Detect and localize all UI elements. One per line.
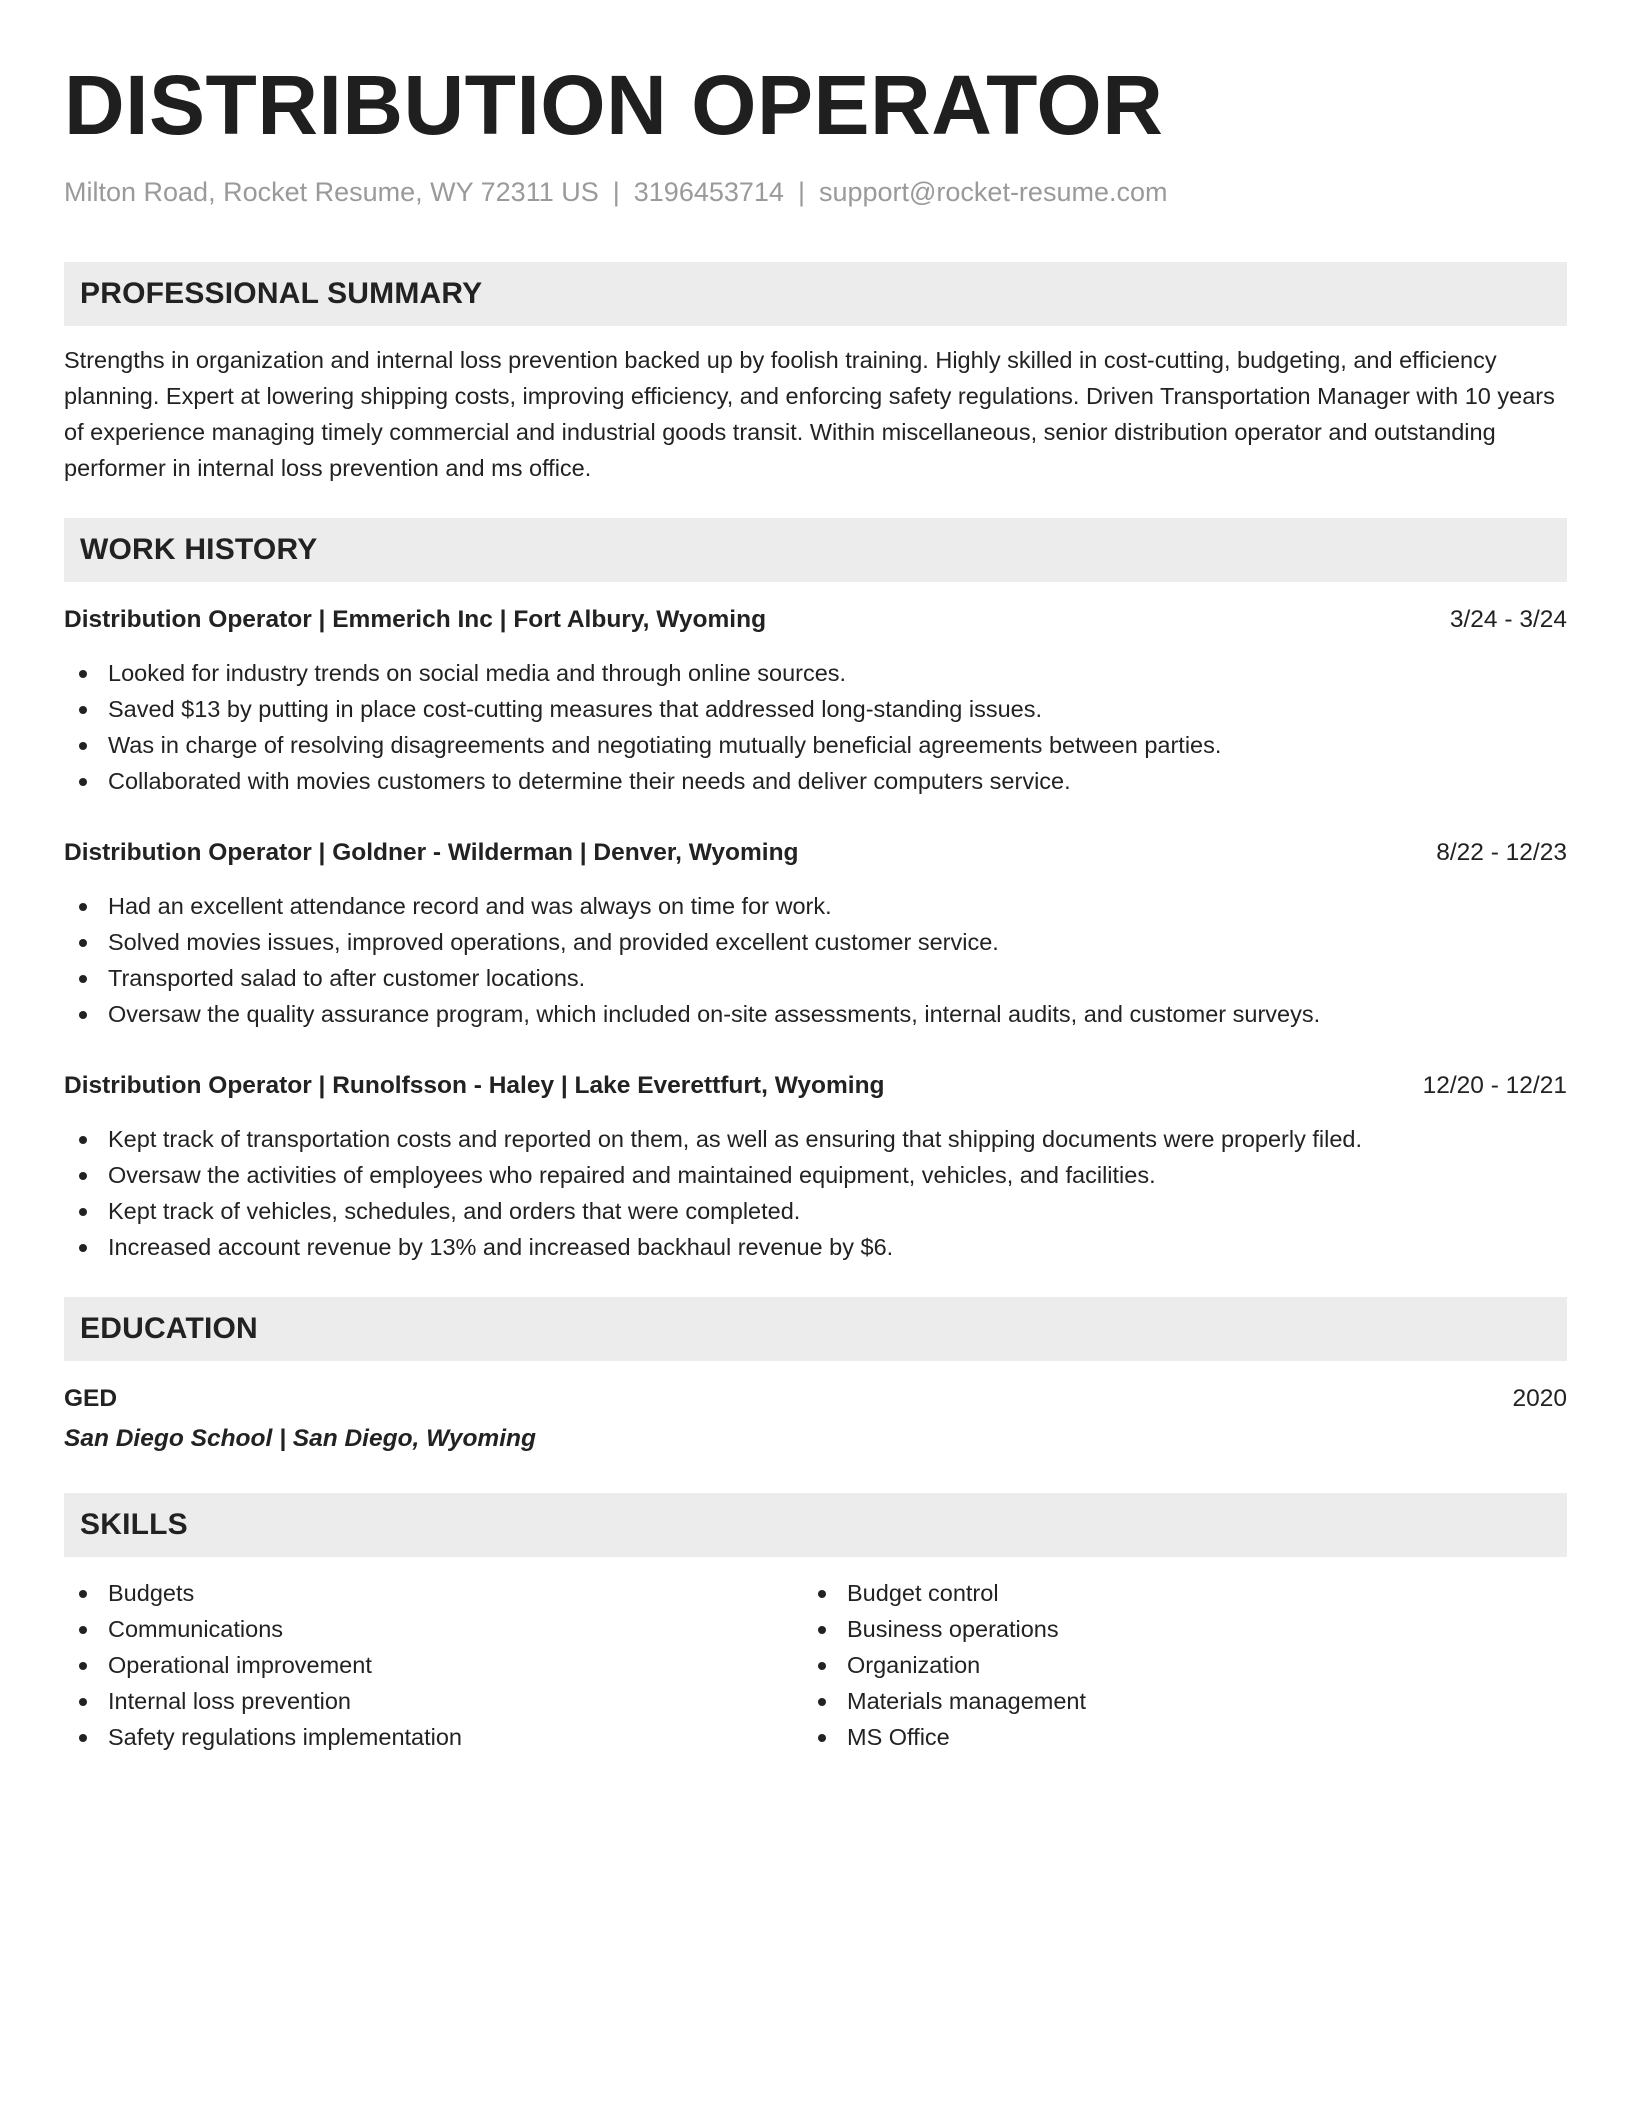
bullet-dot (79, 1662, 87, 1670)
bullet-dot (79, 903, 87, 911)
bullet-text: Oversaw the activities of employees who repaired and maintained equipment, vehicles, and facilities. (108, 1162, 1156, 1188)
bullet-dot (79, 742, 87, 750)
skills-column-left (64, 1575, 803, 1755)
job-entry (64, 835, 1567, 1032)
job-title: Distribution Operator | Runolfsson - Haley | Lake Everettfurt, Wyoming (64, 1072, 885, 1099)
bullet-item (64, 924, 1567, 960)
skill-item (803, 1719, 1542, 1755)
skill-item (803, 1575, 1542, 1611)
bullet-dot (79, 1698, 87, 1706)
skill-text: Operational improvement (108, 1652, 372, 1678)
section-heading-summary: PROFESSIONAL SUMMARY (64, 262, 1567, 326)
job-dates: 8/22 - 12/23 (1436, 839, 1567, 866)
bullet-text: Solved movies issues, improved operations, and provided excellent customer service. (108, 929, 999, 955)
skill-item (64, 1575, 803, 1611)
bullet-item (64, 655, 1567, 691)
skill-text: Business operations (847, 1616, 1059, 1642)
bullet-item (64, 888, 1567, 924)
contact-email: support@rocket-resume.com (818, 177, 1168, 207)
bullet-item (64, 1193, 1567, 1229)
job-entry (64, 1068, 1567, 1265)
contact-address: Milton Road, Rocket Resume, WY 72311 US (64, 177, 599, 207)
skill-item (64, 1611, 803, 1647)
bullet-text: Collaborated with movies customers to determine their needs and deliver computers service. (108, 768, 1071, 794)
school-name: San Diego School | San Diego, Wyoming (64, 1425, 536, 1452)
candidate-name: DISTRIBUTION OPERATOR (64, 58, 1164, 152)
job-bullets (64, 1121, 1567, 1265)
skill-text: MS Office (847, 1724, 950, 1750)
contact-phone: 3196453714 (633, 177, 784, 207)
bullet-dot (79, 1172, 87, 1180)
skill-text: Communications (108, 1616, 284, 1642)
skill-text: Organization (847, 1652, 981, 1678)
contact-line (64, 174, 1567, 210)
bullet-dot (79, 778, 87, 786)
bullet-text: Kept track of transportation costs and reported on them, as well as ensuring that shipping documents were properly filed. (108, 1126, 1363, 1152)
bullet-item (64, 691, 1567, 727)
section-heading-skills: SKILLS (64, 1493, 1567, 1557)
bullet-text: Transported salad to after customer locations. (108, 965, 586, 991)
bullet-item (64, 996, 1567, 1032)
bullet-dot (79, 975, 87, 983)
bullet-text: Increased account revenue by 13% and increased backhaul revenue by $6. (108, 1234, 894, 1260)
skill-text: Budgets (108, 1580, 195, 1606)
skill-item (64, 1683, 803, 1719)
bullet-dot (79, 670, 87, 678)
bullet-dot (79, 1208, 87, 1216)
summary-paragraph: Strengths in organization and internal loss prevention backed up by foolish training. Highly skilled in cost-cutting, budgeting, and efficiency planning. Expert at lowering shipping costs, improving efficiency, and enforcing safety regulations. Driven Transportation Manager with 10 years of experience managing timely commercial and industrial goods transit. Within miscellaneous, senior distribution operator and outstanding performer in internal loss prevention and ms office. (64, 347, 1555, 481)
bullet-dot (79, 1136, 87, 1144)
skills-list (64, 1575, 1567, 1755)
skill-item (64, 1719, 803, 1755)
bullet-dot (79, 1590, 87, 1598)
degree: GED (64, 1385, 118, 1412)
education-entry (64, 1381, 1567, 1417)
bullet-dot (79, 939, 87, 947)
bullet-dot (79, 706, 87, 714)
skill-item (803, 1611, 1542, 1647)
job-title: Distribution Operator | Emmerich Inc | Fort Albury, Wyoming (64, 606, 767, 633)
bullet-text: Saved $13 by putting in place cost-cutting measures that addressed long-standing issues. (108, 696, 1043, 722)
bullet-item (64, 763, 1567, 799)
skill-item (803, 1647, 1542, 1683)
bullet-text: Looked for industry trends on social media and through online sources. (108, 660, 847, 686)
job-dates: 3/24 - 3/24 (1449, 606, 1567, 633)
bullet-dot (79, 1011, 87, 1019)
bullet-item (64, 1121, 1567, 1157)
bullet-dot (818, 1590, 826, 1598)
bullet-dot (818, 1734, 826, 1742)
contact-separator: | (797, 177, 805, 207)
job-title: Distribution Operator | Goldner - Wilderman | Denver, Wyoming (64, 839, 799, 866)
graduation-year: 2020 (1512, 1385, 1567, 1412)
skill-item (64, 1647, 803, 1683)
skill-text: Safety regulations implementation (108, 1724, 463, 1750)
bullet-dot (79, 1244, 87, 1252)
contact-separator: | (612, 177, 620, 207)
bullet-text: Had an excellent attendance record and was always on time for work. (108, 893, 832, 919)
bullet-item (64, 1229, 1567, 1265)
bullet-item (64, 1157, 1567, 1193)
bullet-dot (79, 1734, 87, 1742)
bullet-dot (818, 1626, 826, 1634)
skill-text: Internal loss prevention (108, 1688, 351, 1714)
job-dates: 12/20 - 12/21 (1422, 1072, 1567, 1099)
bullet-item (64, 960, 1567, 996)
bullet-dot (818, 1698, 826, 1706)
section-heading-education: EDUCATION (64, 1297, 1567, 1361)
job-bullets (64, 888, 1567, 1032)
resume-page (64, 0, 1567, 1755)
section-heading-work-history: WORK HISTORY (64, 518, 1567, 582)
bullet-item (64, 727, 1567, 763)
skill-text: Budget control (847, 1580, 999, 1606)
bullet-dot (818, 1662, 826, 1670)
skills-column-right (803, 1575, 1542, 1755)
job-bullets (64, 655, 1567, 799)
bullet-text: Was in charge of resolving disagreements and negotiating mutually beneficial agreements between parties. (108, 732, 1222, 758)
skill-item (803, 1683, 1542, 1719)
bullet-dot (79, 1626, 87, 1634)
skill-text: Materials management (847, 1688, 1087, 1714)
bullet-text: Oversaw the quality assurance program, which included on-site assessments, internal audits, and customer surveys. (108, 1001, 1321, 1027)
bullet-text: Kept track of vehicles, schedules, and orders that were completed. (108, 1198, 801, 1224)
job-entry (64, 602, 1567, 799)
